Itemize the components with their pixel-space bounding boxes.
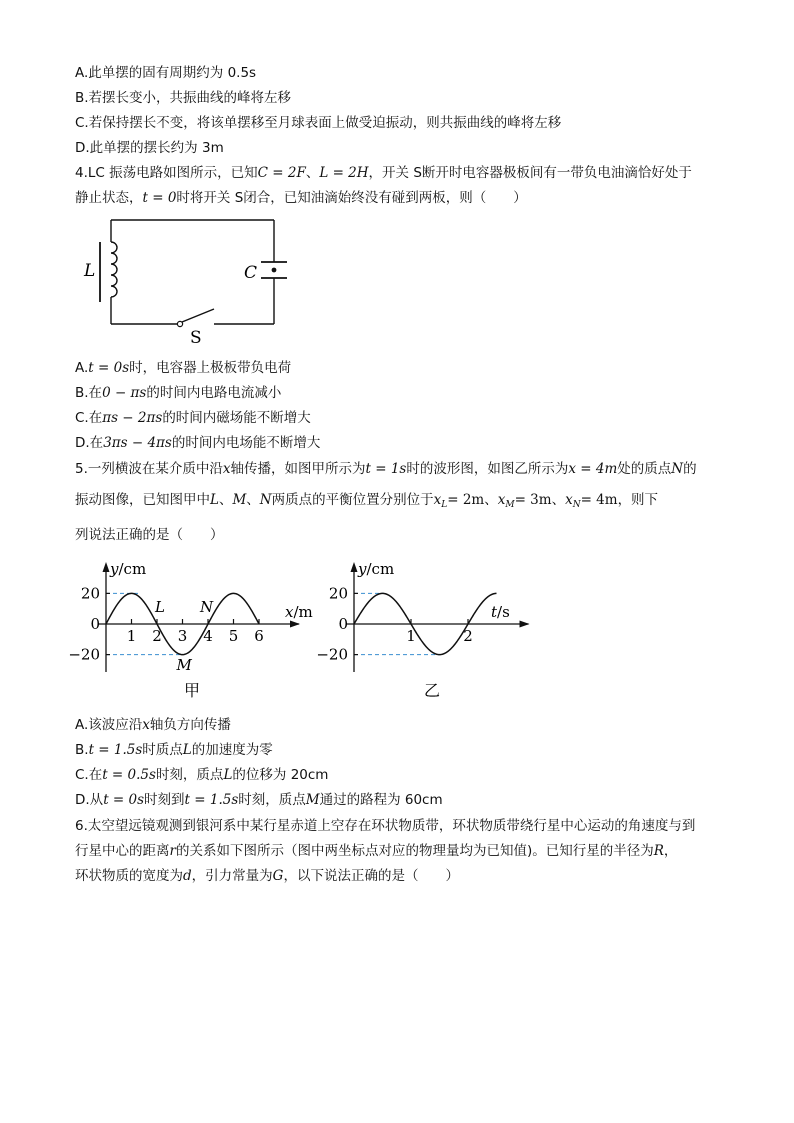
q4-option-b: B.在0 − πs的时间内电路电流减小 bbox=[75, 385, 282, 401]
capacitor-label: C bbox=[244, 263, 258, 283]
x-axis-label: x/m bbox=[285, 603, 313, 621]
point-label-N: N bbox=[200, 598, 214, 616]
y-tick-label: −20 bbox=[68, 645, 100, 664]
x-tick-label: 1 bbox=[126, 627, 137, 645]
chart-wave-jia bbox=[68, 555, 318, 705]
y-tick-label: 20 bbox=[328, 584, 348, 603]
y-axis-label: y/cm bbox=[358, 560, 395, 578]
q6-stem-line1: 6.太空望远镜观测到银河系中某行星赤道上空存在环状物质带，环状物质带绕行星中心运动的角速度与到 bbox=[75, 818, 696, 834]
x-tick-label: 2 bbox=[463, 627, 473, 645]
q5-stem-line2: 振动图像，已知图甲中L、M、N两质点的平衡位置分别位于$x_L= 2m$、$x_M= 3m$、$x_N= 4m$，则下 bbox=[75, 492, 659, 510]
x-axis-arrow bbox=[520, 621, 530, 628]
chart-title: 乙 bbox=[423, 681, 441, 700]
q4-option-d: D.在3πs − 4πs的时间内电场能不断增大 bbox=[75, 435, 321, 451]
y-tick-label: 20 bbox=[80, 584, 100, 603]
q5-stem-line3: 列说法正确的是（ ） bbox=[75, 527, 224, 543]
q6-stem-line2: 行星中心的距离r的关系如下图所示（图中两坐标点对应的物理量均为已知值)。已知行星的半径为R， bbox=[75, 843, 678, 859]
q5-option-d: D.从t = 0s时刻到t = 1.5s时刻，质点M通过的路程为 60cm bbox=[75, 792, 443, 808]
point-label-L: L bbox=[155, 598, 165, 616]
y-axis-arrow bbox=[351, 562, 358, 572]
q3-option-a: A.此单摆的固有周期约为 0.5s bbox=[75, 65, 257, 81]
q5-option-a: A.该波应沿x轴负方向传播 bbox=[75, 717, 231, 733]
x-tick-label: 5 bbox=[228, 627, 239, 645]
y-tick-label: −20 bbox=[316, 645, 348, 664]
x-tick-label: 6 bbox=[254, 627, 264, 645]
point-label-M: M bbox=[176, 656, 192, 674]
inductor-label: L bbox=[84, 261, 96, 281]
x-tick-label: 3 bbox=[177, 627, 188, 645]
q4-option-a: A.t = 0s时，电容器上极板带负电荷 bbox=[75, 360, 292, 376]
q4-stem-line1: 4.LC 振荡电路如图所示，已知C = 2F、L = 2H，开关 S断开时电容器极板间有一带负电油滴恰好处于 bbox=[75, 165, 692, 181]
x-axis-arrow bbox=[290, 621, 300, 628]
y-axis-arrow bbox=[103, 562, 110, 572]
x-axis-label: t/s bbox=[491, 603, 510, 621]
y-tick-label: 0 bbox=[338, 615, 348, 633]
chart-title: 甲 bbox=[183, 681, 201, 700]
x-tick-label: 2 bbox=[152, 627, 162, 645]
q6-stem-line3: 环状物质的宽度为d，引力常量为G，以下说法正确的是（ ） bbox=[75, 868, 459, 884]
x-tick-label: 1 bbox=[406, 627, 416, 645]
q5-stem-line1: 5.一列横波在某介质中沿x轴传播，如图甲所示为t = 1s时的波形图，如图乙所示为x = 4m处的质点N的 bbox=[75, 461, 697, 477]
q5-option-c: C.在t = 0.5s时刻，质点L的位移为 20cm bbox=[75, 767, 329, 783]
x-tick-label: 4 bbox=[203, 627, 213, 645]
q4-option-c: C.在πs − 2πs的时间内磁场能不断增大 bbox=[75, 410, 311, 426]
q5-option-b: B.t = 1.5s时质点L的加速度为零 bbox=[75, 742, 273, 758]
q3-option-d: D.此单摆的摆长约为 3m bbox=[75, 140, 224, 156]
q4-stem-line2: 静止状态，t = 0时将开关 S闭合，已知油滴始终没有碰到两板，则（ ） bbox=[75, 190, 527, 206]
y-tick-label: 0 bbox=[90, 615, 100, 633]
q3-option-b: B.若摆长变小，共振曲线的峰将左移 bbox=[75, 90, 292, 106]
chart-vibration-yi bbox=[318, 555, 518, 705]
switch-label: S bbox=[190, 328, 202, 348]
q3-option-c: C.若保持摆长不变，将该单摆移至月球表面上做受迫振动，则共振曲线的峰将左移 bbox=[75, 115, 562, 131]
lc-circuit-diagram bbox=[78, 212, 298, 348]
y-axis-label: y/cm bbox=[110, 560, 147, 578]
